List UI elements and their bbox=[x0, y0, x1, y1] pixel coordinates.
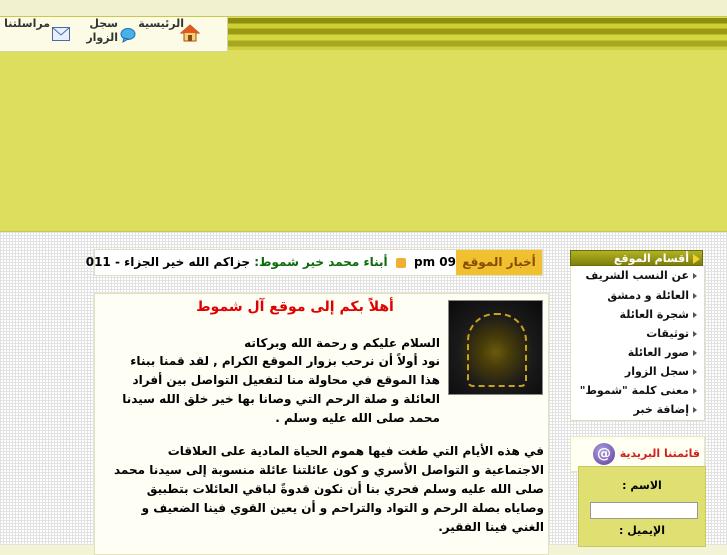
news-title: أخبار الموقع bbox=[456, 250, 542, 275]
bullet-icon bbox=[693, 407, 697, 413]
para2-line5: الغني فينا الفقير. bbox=[438, 520, 544, 534]
header-stripe-bar bbox=[228, 18, 727, 50]
name-input[interactable] bbox=[590, 502, 698, 519]
nav-home-label: الرئيسية bbox=[138, 17, 184, 30]
sidebar-item-label: عن النسب الشريف bbox=[585, 269, 689, 282]
para1-line1: نود أولاً أن نرحب بزوار الموقع الكرام , لقد قمنا ببناء bbox=[130, 354, 440, 368]
sidebar-item-guestbook[interactable] bbox=[570, 365, 697, 378]
bullet-icon bbox=[693, 331, 697, 337]
para1-line2: هذا الموقع في محاولة منا لتفعيل التواصل بين أفراد bbox=[132, 373, 440, 387]
bullet-icon bbox=[693, 312, 697, 318]
chat-bubble-icon bbox=[120, 27, 136, 46]
bullet-icon bbox=[693, 388, 697, 394]
sidebar-item-add-news[interactable] bbox=[570, 403, 697, 416]
bullet-icon bbox=[693, 293, 697, 299]
bullet-icon bbox=[693, 350, 697, 356]
para1-line3: العائلة و صلة الرحم التي وصانا بها خير خلق الله سيدنا bbox=[122, 392, 440, 406]
arrow-icon bbox=[693, 254, 700, 264]
email-label: الإيميل : bbox=[618, 524, 665, 537]
para2-line3: صلى الله عليه وسلم فحري بنا أن نكون قدوةً لباقي العائلات بتطبيق bbox=[146, 482, 544, 496]
news-ticker[interactable] bbox=[86, 250, 456, 275]
sidebar-item-photos[interactable] bbox=[570, 346, 697, 359]
news-item-author[interactable]: أبناء محمد خير شموط: bbox=[254, 255, 388, 269]
bullet-icon bbox=[693, 273, 697, 279]
mailing-list-title: قائمتنا البريدية bbox=[619, 447, 700, 460]
para2-line2: الاجتماعية و التواصل الأسري و كون عائلتنا عائلة منسوبة إلى سيدنا محمد bbox=[113, 463, 544, 477]
sidebar-item-label: إضافة خبر bbox=[633, 403, 689, 416]
sidebar-item-label: العائلة و دمشق bbox=[607, 289, 689, 302]
sidebar-item-label: سجل الزوار bbox=[624, 365, 689, 378]
name-label: الاسم : bbox=[622, 479, 662, 492]
greeting-text: السلام عليكم و رحمة الله وبركاته bbox=[244, 336, 440, 350]
para2-line1: في هذه الأيام التي طغت فيها هموم الحياة المادية على العلاقات bbox=[167, 444, 544, 458]
nav-contact[interactable] bbox=[2, 17, 70, 51]
bullet-icon bbox=[693, 369, 697, 375]
top-nav bbox=[0, 17, 228, 52]
sidebar-title bbox=[570, 250, 703, 266]
sidebar-item-family-tree[interactable] bbox=[570, 308, 697, 321]
envelope-icon bbox=[52, 27, 70, 44]
nav-contact-label: مراسلتنا bbox=[4, 17, 50, 30]
sidebar-item-label: صور العائلة bbox=[627, 346, 689, 359]
home-icon bbox=[180, 24, 200, 45]
welcome-heading: أهلاً بكم إلى موقع آل شموط bbox=[196, 299, 394, 315]
news-item-text: جزاكم الله خير الجزاء - 011 bbox=[85, 255, 251, 269]
sidebar-title-text: أقسام الموقع bbox=[613, 252, 689, 265]
sidebar-item-meaning[interactable] bbox=[570, 384, 697, 397]
family-logo-image bbox=[448, 300, 543, 395]
para1-line4: محمد صلى الله عليه وسلم . bbox=[275, 411, 440, 425]
top-strip bbox=[0, 0, 727, 16]
nav-home[interactable] bbox=[138, 17, 202, 51]
sidebar-item-label: شجرة العائلة bbox=[619, 308, 689, 321]
nav-guestbook-label: سجل الزوار bbox=[86, 17, 118, 44]
sidebar-item-lineage[interactable] bbox=[570, 269, 697, 282]
news-time: pm 09 bbox=[414, 255, 456, 269]
at-sign-icon: @ bbox=[593, 443, 615, 465]
sidebar-item-label: توثيقات bbox=[646, 327, 689, 340]
sidebar-item-family-damascus[interactable] bbox=[570, 289, 697, 302]
mailing-list-form bbox=[578, 466, 706, 547]
news-bar bbox=[85, 249, 543, 276]
nav-guestbook[interactable] bbox=[86, 17, 138, 51]
sidebar-item-label: معنى كلمة "شموط" bbox=[579, 384, 689, 397]
para2-line4: وصاياه بصلة الرحم و التواد والتراحم و أن يعين القوي فينا الضعيف و bbox=[141, 501, 544, 515]
sidebar-item-documents[interactable] bbox=[570, 327, 697, 340]
bullet-icon bbox=[396, 258, 406, 268]
